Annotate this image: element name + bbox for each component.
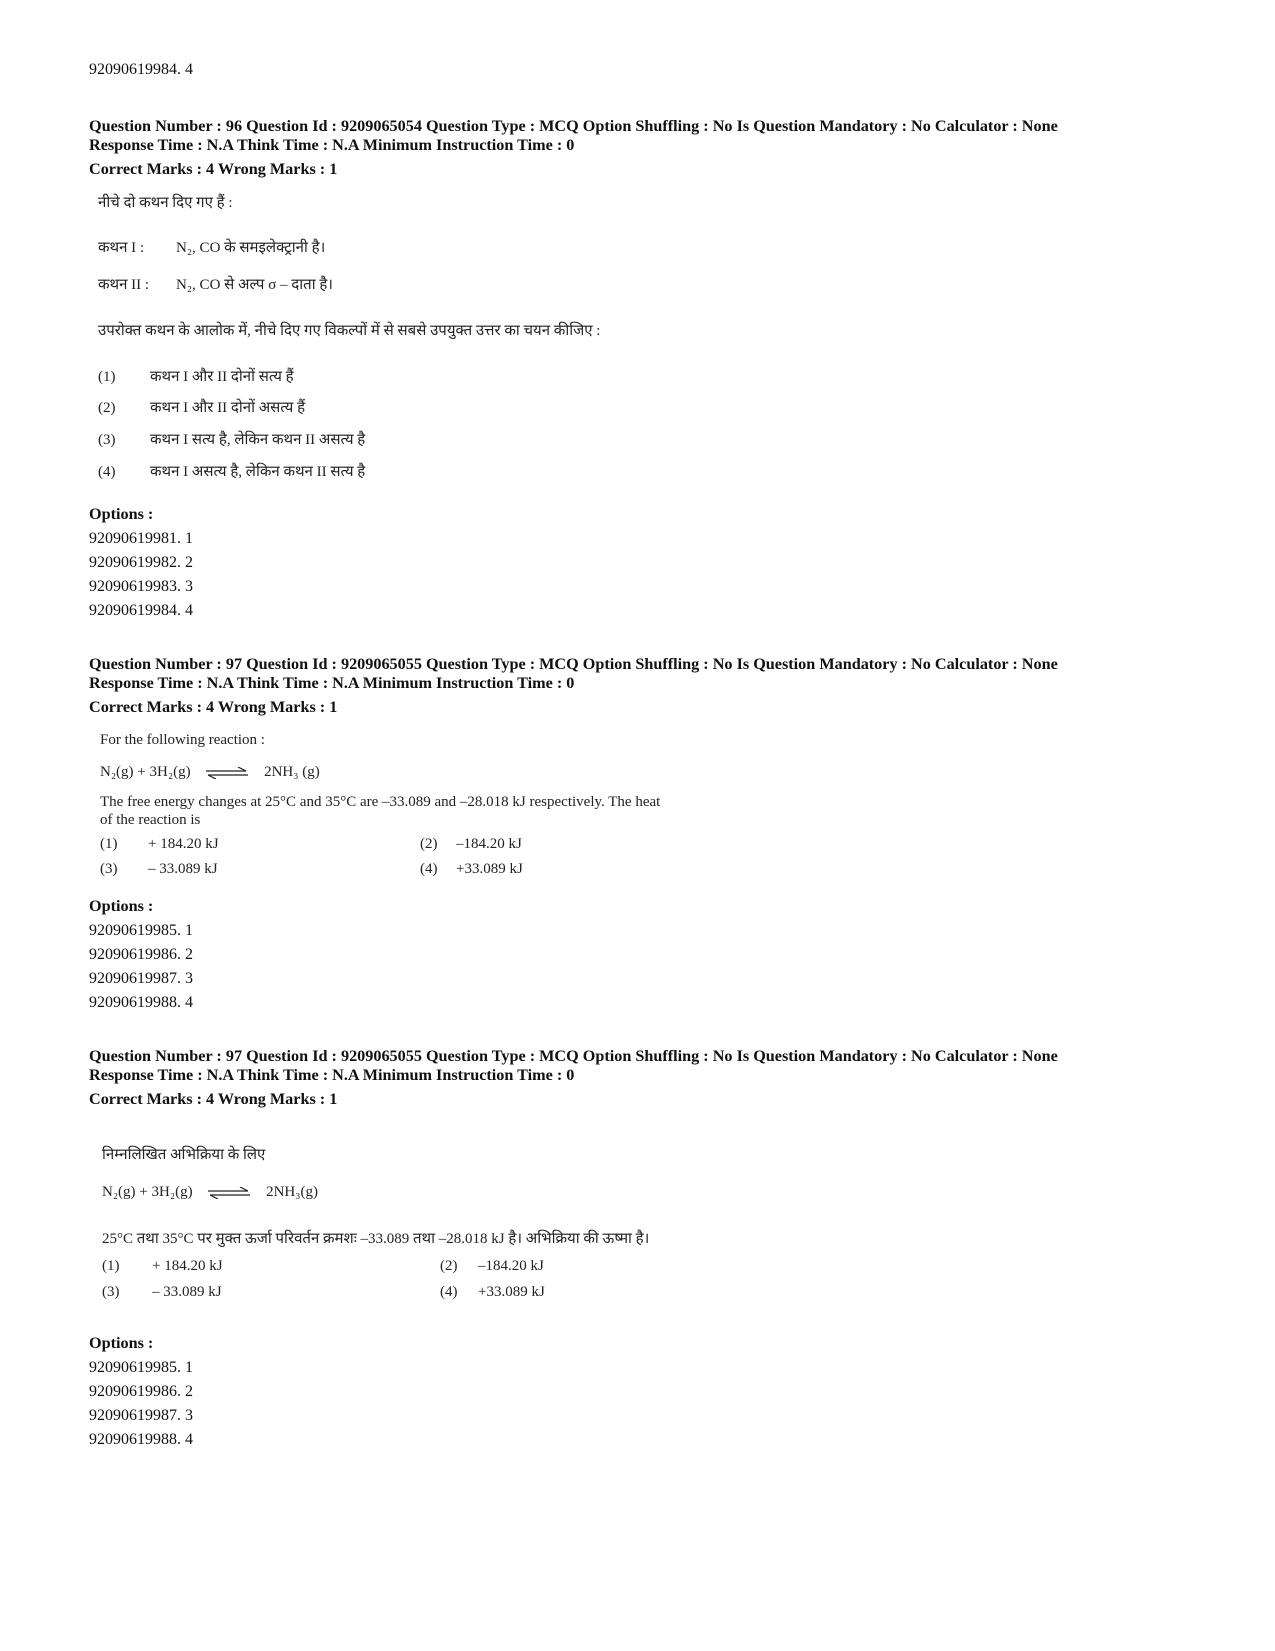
- choice-row: [102, 1258, 223, 1275]
- question-header: Question Number : 97 Question Id : 9209065055 Question Type : MCQ Option Shuffling : No Is Question Mandatory : No Calculator : None: [89, 655, 1058, 673]
- equation-left: N₂(g) + 3H₂(g): [100, 764, 191, 780]
- choice-number: (2): [440, 1258, 458, 1274]
- choice-row: [100, 836, 219, 853]
- choice-row: [420, 861, 523, 878]
- choice-text: +33.089 kJ: [478, 1284, 545, 1300]
- question-body: [102, 1144, 822, 1304]
- question-header: Question Number : 97 Question Id : 9209065055 Question Type : MCQ Option Shuffling : No Is Question Mandatory : No Calculator : None: [89, 1047, 1058, 1065]
- choice-number: (1): [98, 369, 116, 385]
- options-label: Options :: [89, 1334, 154, 1352]
- choice-text: कथन I और II दोनों असत्य हैं: [150, 400, 306, 416]
- question-marks: Correct Marks : 4 Wrong Marks : 1: [89, 1090, 338, 1108]
- choice-text: – 33.089 kJ: [152, 1284, 222, 1300]
- equation-right: 2NH₃ (g): [264, 764, 320, 780]
- choice-text: कथन I सत्य है, लेकिन कथन II असत्य है: [150, 432, 366, 448]
- option-line: 92090619987. 3: [89, 1407, 193, 1424]
- question-marks: Correct Marks : 4 Wrong Marks : 1: [89, 698, 338, 716]
- equation-right: 2NH₃(g): [266, 1184, 318, 1200]
- choice-row: [98, 461, 365, 481]
- question-marks: Correct Marks : 4 Wrong Marks : 1: [89, 160, 338, 178]
- choice-row: [98, 366, 294, 386]
- equilibrium-arrow-icon: [206, 1187, 252, 1199]
- option-line: 92090619986. 2: [89, 1383, 193, 1400]
- question-intro: नीचे दो कथन दिए गए हैं :: [98, 195, 233, 211]
- choice-text: +33.089 kJ: [456, 861, 523, 877]
- choice-number: (2): [420, 836, 438, 852]
- question-text: 25°C तथा 35°C पर मुक्त ऊर्जा परिवर्तन क्रमशः –33.089 तथा –28.018 kJ है। अभिक्रिया की ऊष्मा है।: [102, 1231, 650, 1247]
- choice-text: कथन I और II दोनों सत्य हैं: [150, 369, 294, 385]
- choice-number: (2): [98, 400, 116, 416]
- choice-row: [420, 836, 522, 853]
- options-label: Options :: [89, 505, 154, 523]
- choice-text: + 184.20 kJ: [152, 1258, 223, 1274]
- option-line: 92090619985. 1: [89, 1359, 193, 1376]
- choice-number: (1): [100, 836, 118, 852]
- choice-number: (3): [98, 432, 116, 448]
- question-header-timing: Response Time : N.A Think Time : N.A Minimum Instruction Time : 0: [89, 674, 575, 692]
- statement-1-text: N₂, CO के समइलेक्ट्रानी है।: [176, 240, 326, 256]
- option-line: 92090619988. 4: [89, 1431, 193, 1448]
- reaction-equation: [102, 1184, 318, 1201]
- question-intro: For the following reaction :: [100, 732, 265, 748]
- question-header-timing: Response Time : N.A Think Time : N.A Minimum Instruction Time : 0: [89, 1066, 575, 1084]
- option-line: 92090619983. 3: [89, 578, 193, 595]
- choice-text: –184.20 kJ: [456, 836, 522, 852]
- question-header-timing: Response Time : N.A Think Time : N.A Minimum Instruction Time : 0: [89, 136, 575, 154]
- reaction-equation: [100, 764, 320, 781]
- question-header: Question Number : 96 Question Id : 9209065054 Question Type : MCQ Option Shuffling : No Is Question Mandatory : No Calculator : None: [89, 117, 1058, 135]
- choice-row: [100, 861, 218, 878]
- choice-row: [440, 1284, 545, 1301]
- option-line: 92090619988. 4: [89, 994, 193, 1011]
- question-intro: निम्नलिखित अभिक्रिया के लिए: [102, 1147, 266, 1163]
- question-body: [100, 732, 800, 882]
- choice-row: [98, 429, 365, 449]
- option-line: 92090619984. 4: [89, 602, 193, 619]
- choice-text: + 184.20 kJ: [148, 836, 219, 852]
- option-line: 92090619985. 1: [89, 922, 193, 939]
- equation-left: N₂(g) + 3H₂(g): [102, 1184, 193, 1200]
- question-instruction: उपरोक्त कथन के आलोक में, नीचे दिए गए विकल्पों में से सबसे उपयुक्त उत्तर का चयन कीजिए :: [98, 323, 601, 339]
- statement-2-text: N₂, CO से अल्प σ – दाता है।: [176, 277, 333, 293]
- option-line: 92090619981. 1: [89, 530, 193, 547]
- choice-number: (4): [420, 861, 438, 877]
- choice-row: [440, 1258, 544, 1275]
- choice-number: (3): [100, 861, 118, 877]
- choice-text: – 33.089 kJ: [148, 861, 218, 877]
- choice-number: (4): [98, 464, 116, 480]
- choice-text: –184.20 kJ: [478, 1258, 544, 1274]
- statement-2: [98, 274, 333, 294]
- option-line: 92090619987. 3: [89, 970, 193, 987]
- statement-1: [98, 237, 325, 257]
- choice-number: (3): [102, 1284, 120, 1300]
- statement-2-label: कथन II :: [98, 277, 150, 293]
- options-label: Options :: [89, 897, 154, 915]
- statement-1-label: कथन I :: [98, 240, 145, 256]
- question-body: [98, 192, 798, 492]
- option-line: 92090619984. 4: [89, 61, 193, 78]
- choice-number: (4): [440, 1284, 458, 1300]
- choice-text: कथन I असत्य है, लेकिन कथन II सत्य है: [150, 464, 366, 480]
- equilibrium-arrow-icon: [204, 767, 250, 779]
- question-text: The free energy changes at 25°C and 35°C are –33.089 and –28.018 kJ respectively. The heat: [100, 794, 661, 810]
- option-line: 92090619986. 2: [89, 946, 193, 963]
- option-line: 92090619982. 2: [89, 554, 193, 571]
- question-text: of the reaction is: [100, 812, 201, 828]
- choice-row: [102, 1284, 222, 1301]
- choice-number: (1): [102, 1258, 120, 1274]
- choice-row: [98, 397, 305, 417]
